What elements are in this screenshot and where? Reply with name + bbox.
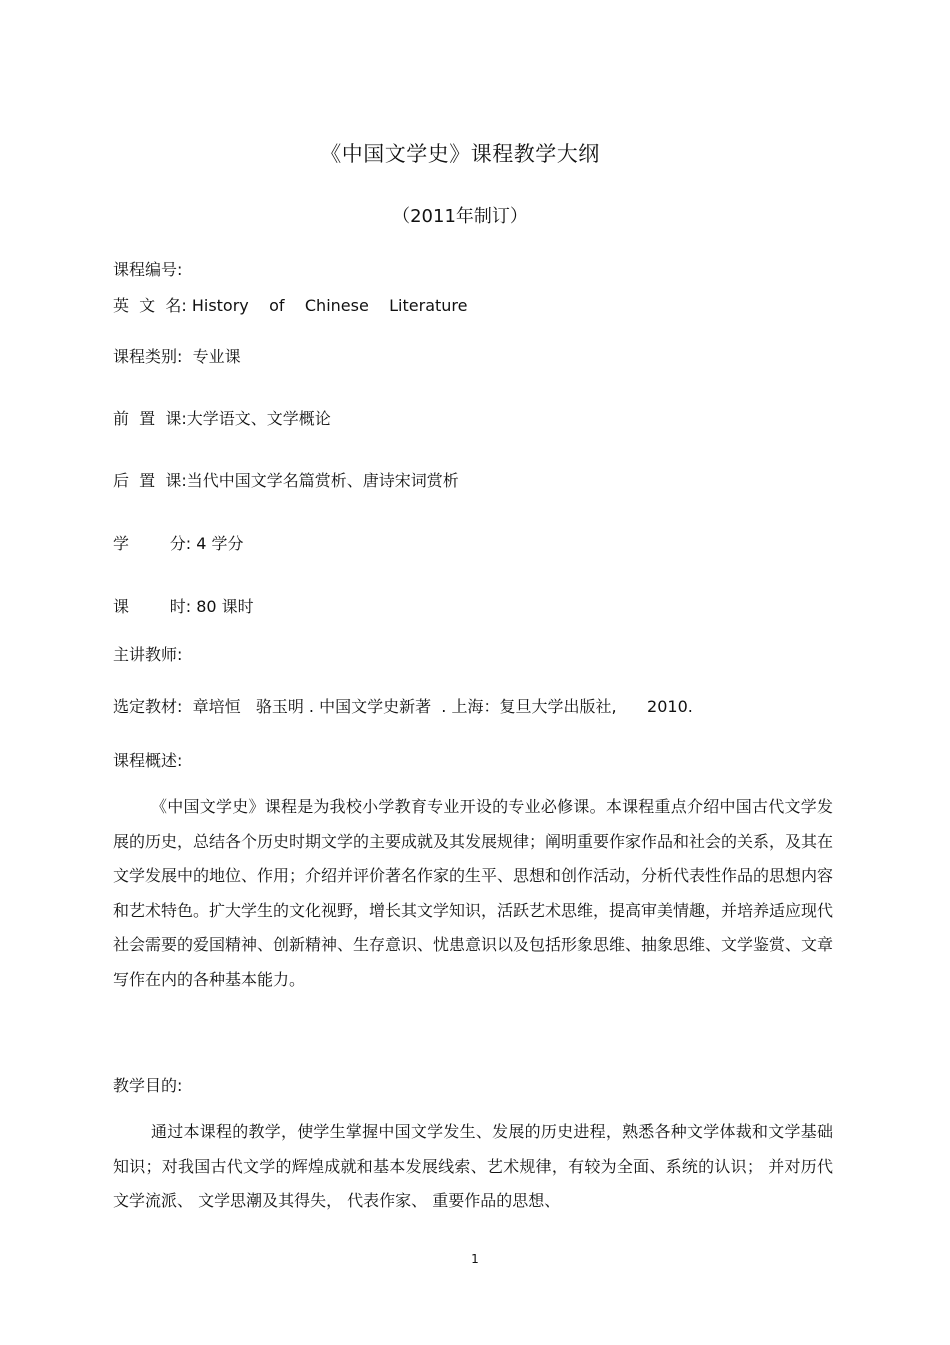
english-name-row [113, 293, 467, 316]
prerequisite-value: 大学语文、文学概论 [186, 409, 331, 428]
course-code-label: 课程编号: [113, 260, 183, 279]
hours-row [113, 594, 254, 617]
credit-value: 4 学分 [196, 534, 244, 553]
textbook-row [113, 694, 693, 717]
overview-heading: 课程概述: [113, 751, 183, 770]
prerequisite-label: 前 置 课: [113, 409, 187, 428]
following-row [113, 468, 459, 491]
credit-row [113, 531, 243, 554]
category-label: 课程类别: [113, 347, 183, 366]
textbook-label: 选定教材: [113, 697, 183, 716]
category-row [113, 344, 241, 367]
following-label: 后 置 课: [113, 471, 187, 490]
overview-paragraph: 《中国文学史》课程是为我校小学教育专业开设的专业必修课。本课程重点介绍中国古代文学发展的历史，总结各个历史时期文学的主要成就及其发展规律；阐明重要作家作品和社会的关系，及其在文学发展中的地位、作用；介绍并评价著名作家的生平、思想和创作活动，分析代表性作品的思想内容和艺术特色。扩大学生的文化视野，增长其文学知识，活跃艺术思维，提高审美情趣，并培养适应现代社会需要的爱国精神、创新精神、生存意识、忧患意识以及包括形象思维、抽象思维、文学鉴赏、文章写作在内的各种基本能力。 [113, 797, 834, 989]
teacher-label: 主讲教师: [113, 645, 183, 664]
objective-heading: 教学目的: [113, 1076, 183, 1095]
credit-label: 学 分: [113, 534, 192, 553]
hours-label: 课 时: [113, 597, 192, 616]
prerequisite-row [113, 406, 331, 429]
english-name-value: History of Chinese Literature [191, 296, 468, 315]
document-title: 《中国文学史》课程教学大纲 [320, 142, 600, 166]
document-subtitle: （2011年制订） [392, 206, 528, 227]
page-number: 1 [471, 1252, 479, 1266]
following-value: 当代中国文学名篇赏析、唐诗宋词赏析 [186, 471, 459, 490]
textbook-value: 章培恒 骆玉明 . 中国文学史新著 . 上海：复旦大学出版社, 2010. [192, 697, 693, 716]
objective-paragraph: 通过本课程的教学，使学生掌握中国文学发生、发展的历史进程，熟悉各种文学体裁和文学基础知识；对我国古代文学的辉煌成就和基本发展线索、艺术规律，有较为全面、系统的认识； 并对历代文学流派、 文学思潮及其得失， 代表作家、 重要作品的思想、 [113, 1122, 833, 1210]
english-name-label: 英 文 名: [113, 296, 187, 315]
hours-value: 80 课时 [196, 597, 254, 616]
category-value: 专业课 [192, 347, 241, 366]
